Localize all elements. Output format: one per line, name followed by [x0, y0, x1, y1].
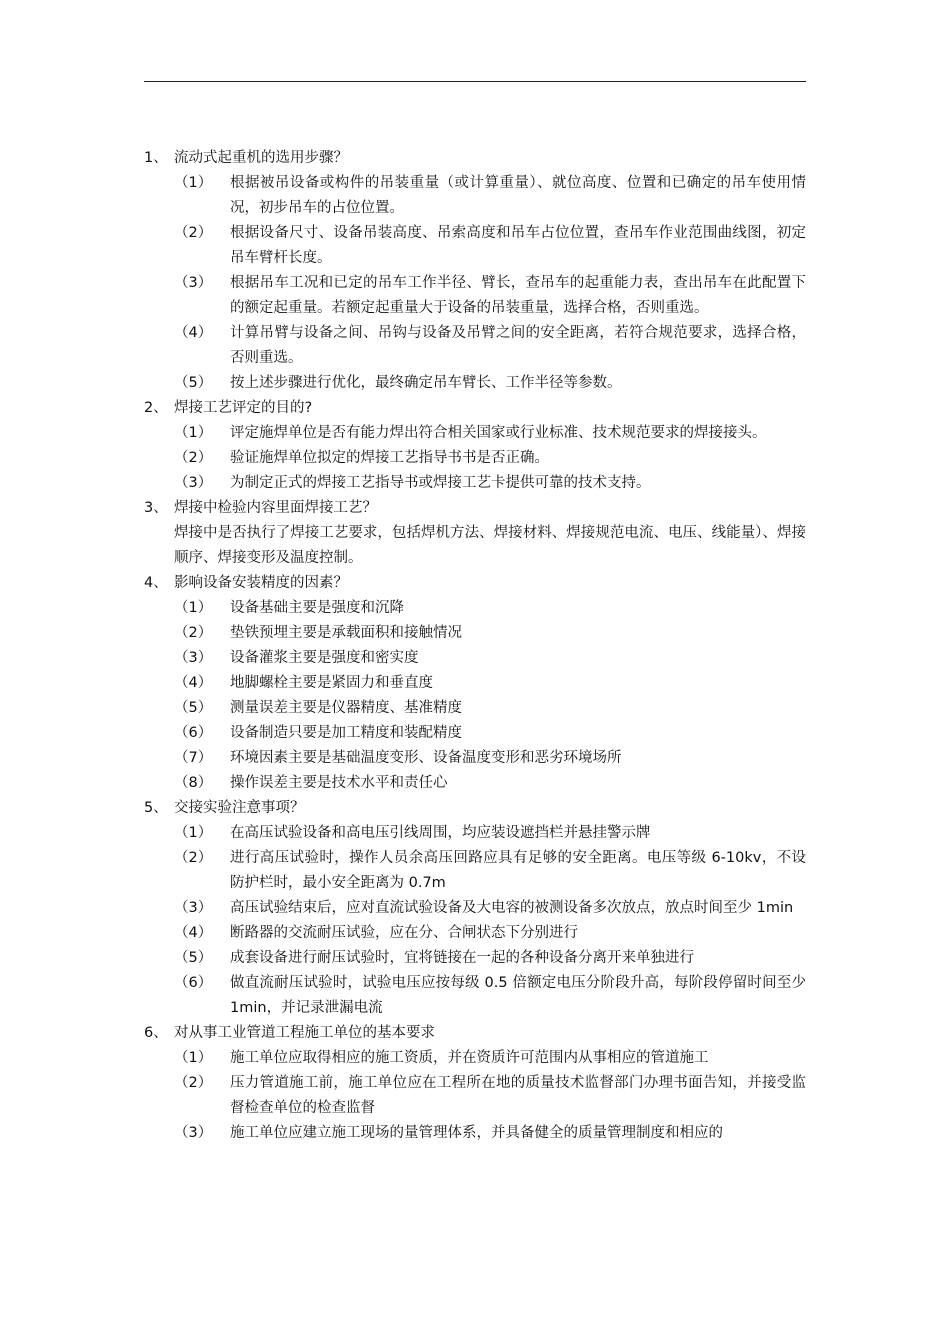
- item-number: （1）: [174, 825, 213, 841]
- list-item: [174, 846, 806, 896]
- item-number: （1）: [174, 600, 213, 616]
- list-item: [174, 221, 806, 271]
- item-number: （3）: [174, 650, 213, 666]
- item-text: 施工单位应取得相应的施工资质，并在资质许可范围内从事相应的管道施工: [230, 1050, 709, 1066]
- question-title: 影响设备安装精度的因素？: [174, 575, 348, 591]
- question-heading: [144, 796, 806, 821]
- question-number: 3、: [144, 500, 168, 516]
- list-item: [174, 1046, 806, 1071]
- item-number: （2）: [174, 225, 213, 241]
- item-text: 进行高压试验时，操作人员余高压回路应具有足够的安全距离。电压等级 6-10kv，不设防护栏时，最小安全距离为 0.7m: [230, 850, 806, 891]
- item-number: （4）: [174, 925, 213, 941]
- item-number: （2）: [174, 1075, 213, 1091]
- list-item: [174, 1071, 806, 1121]
- list-item: [174, 271, 806, 321]
- answer-paragraph: 焊接中是否执行了焊接工艺要求，包括焊机方法、焊接材料、焊接规范电流、电压、线能量）、焊接顺序、焊接变形及温度控制。: [174, 525, 806, 566]
- question-heading: [144, 396, 806, 421]
- list-item: [174, 471, 806, 496]
- question-number: 6、: [144, 1025, 168, 1041]
- item-number: （4）: [174, 675, 213, 691]
- item-text: 成套设备进行耐压试验时，宜将链接在一起的各种设备分离开来单独进行: [230, 950, 694, 966]
- question-heading: [144, 1021, 806, 1046]
- question-heading: [144, 571, 806, 596]
- list-item: [174, 371, 806, 396]
- question-title: 焊接工艺评定的目的?: [174, 400, 313, 416]
- item-text: 环境因素主要是基础温度变形、设备温度变形和恶劣环境场所: [230, 750, 622, 766]
- item-number: （4）: [174, 325, 213, 341]
- item-text: 在高压试验设备和高电压引线周围，均应装设遮挡栏并悬挂警示牌: [230, 825, 651, 841]
- item-text: 做直流耐压试验时，试验电压应按每级 0.5 倍额定电压分阶段升高，每阶段停留时间至少 1min，并记录泄漏电流: [230, 975, 806, 1016]
- list-item: [174, 771, 806, 796]
- list-item: [174, 421, 806, 446]
- question-number: 5、: [144, 800, 168, 816]
- question-title: 焊接中检验内容里面焊接工艺？: [174, 500, 377, 516]
- item-number: （3）: [174, 1125, 213, 1141]
- item-text: 测量误差主要是仪器精度、基准精度: [230, 700, 462, 716]
- item-number: （5）: [174, 700, 213, 716]
- list-item: [174, 621, 806, 646]
- item-number: （5）: [174, 950, 213, 966]
- item-text: 设备基础主要是强度和沉降: [230, 600, 404, 616]
- question-heading: [144, 146, 806, 171]
- question-title: 交接实验注意事项？: [174, 800, 305, 816]
- list-item: [174, 596, 806, 621]
- item-number: （3）: [174, 475, 213, 491]
- item-text: 计算吊臂与设备之间、吊钩与设备及吊臂之间的安全距离，若符合规范要求，选择合格，否则重选。: [230, 325, 806, 366]
- list-item: [174, 646, 806, 671]
- list-item: [174, 171, 806, 221]
- question-title: 对从事工业管道工程施工单位的基本要求: [174, 1025, 435, 1041]
- list-item: [174, 721, 806, 746]
- item-number: （8）: [174, 775, 213, 791]
- item-text: 施工单位应建立施工现场的量管理体系，并具备健全的质量管理制度和相应的: [230, 1125, 723, 1141]
- item-number: （1）: [174, 175, 213, 191]
- item-text: 验证施焊单位拟定的焊接工艺指导书书是否正确。: [230, 450, 549, 466]
- list-item: [174, 671, 806, 696]
- list-item: [174, 896, 806, 921]
- question-title: 流动式起重机的选用步骤？: [174, 150, 348, 166]
- item-text: 垫铁预埋主要是承载面积和接触情况: [230, 625, 462, 641]
- item-number: （3）: [174, 900, 213, 916]
- list-item: [174, 1121, 806, 1146]
- document-body: [144, 146, 806, 1146]
- item-number: （2）: [174, 625, 213, 641]
- item-number: （1）: [174, 1050, 213, 1066]
- item-number: （2）: [174, 850, 213, 866]
- list-item: [174, 821, 806, 846]
- question-number: 1、: [144, 150, 168, 166]
- item-number: （1）: [174, 425, 213, 441]
- item-text: 为制定正式的焊接工艺指导书或焊接工艺卡提供可靠的技术支持。: [230, 475, 651, 491]
- item-number: （6）: [174, 975, 213, 991]
- item-number: （3）: [174, 275, 213, 291]
- list-item: [174, 696, 806, 721]
- list-item: [174, 971, 806, 1021]
- question-heading: [144, 496, 806, 521]
- item-text: 根据设备尺寸、设备吊装高度、吊索高度和吊车占位位置，查吊车作业范围曲线图，初定吊车臂杆长度。: [230, 225, 806, 266]
- item-text: 操作误差主要是技术水平和责任心: [230, 775, 448, 791]
- item-text: 断路器的交流耐压试验，应在分、合闸状态下分别进行: [230, 925, 578, 941]
- item-text: 压力管道施工前，施工单位应在工程所在地的质量技术监督部门办理书面告知，并接受监督检查单位的检查监督: [230, 1075, 806, 1116]
- item-text: 地脚螺栓主要是紧固力和垂直度: [230, 675, 433, 691]
- question-number: 2、: [144, 400, 168, 416]
- list-item: [174, 321, 806, 371]
- question-number: 4、: [144, 575, 168, 591]
- item-text: 设备灌浆主要是强度和密实度: [230, 650, 419, 666]
- item-text: 根据被吊设备或构件的吊装重量（或计算重量）、就位高度、位置和已确定的吊车使用情况，初步吊车的占位位置。: [230, 175, 806, 216]
- item-number: （7）: [174, 750, 213, 766]
- item-number: （2）: [174, 450, 213, 466]
- item-number: （6）: [174, 725, 213, 741]
- header-rule: [144, 81, 806, 82]
- item-text: 按上述步骤进行优化，最终确定吊车臂长、工作半径等参数。: [230, 375, 622, 391]
- item-text: 高压试验结束后，应对直流试验设备及大电容的被测设备多次放点，放点时间至少 1min: [230, 900, 794, 916]
- list-item: [174, 946, 806, 971]
- list-item: [174, 446, 806, 471]
- list-item: [174, 746, 806, 771]
- list-item: [174, 921, 806, 946]
- item-text: 评定施焊单位是否有能力焊出符合相关国家或行业标准、技术规范要求的焊接接头。: [230, 425, 767, 441]
- item-number: （5）: [174, 375, 213, 391]
- item-text: 根据吊车工况和已定的吊车工作半径、臂长，查吊车的起重能力表，查出吊车在此配置下的额定起重量。若额定起重量大于设备的吊装重量，选择合格，否则重选。: [230, 275, 806, 316]
- item-text: 设备制造只要是加工精度和装配精度: [230, 725, 462, 741]
